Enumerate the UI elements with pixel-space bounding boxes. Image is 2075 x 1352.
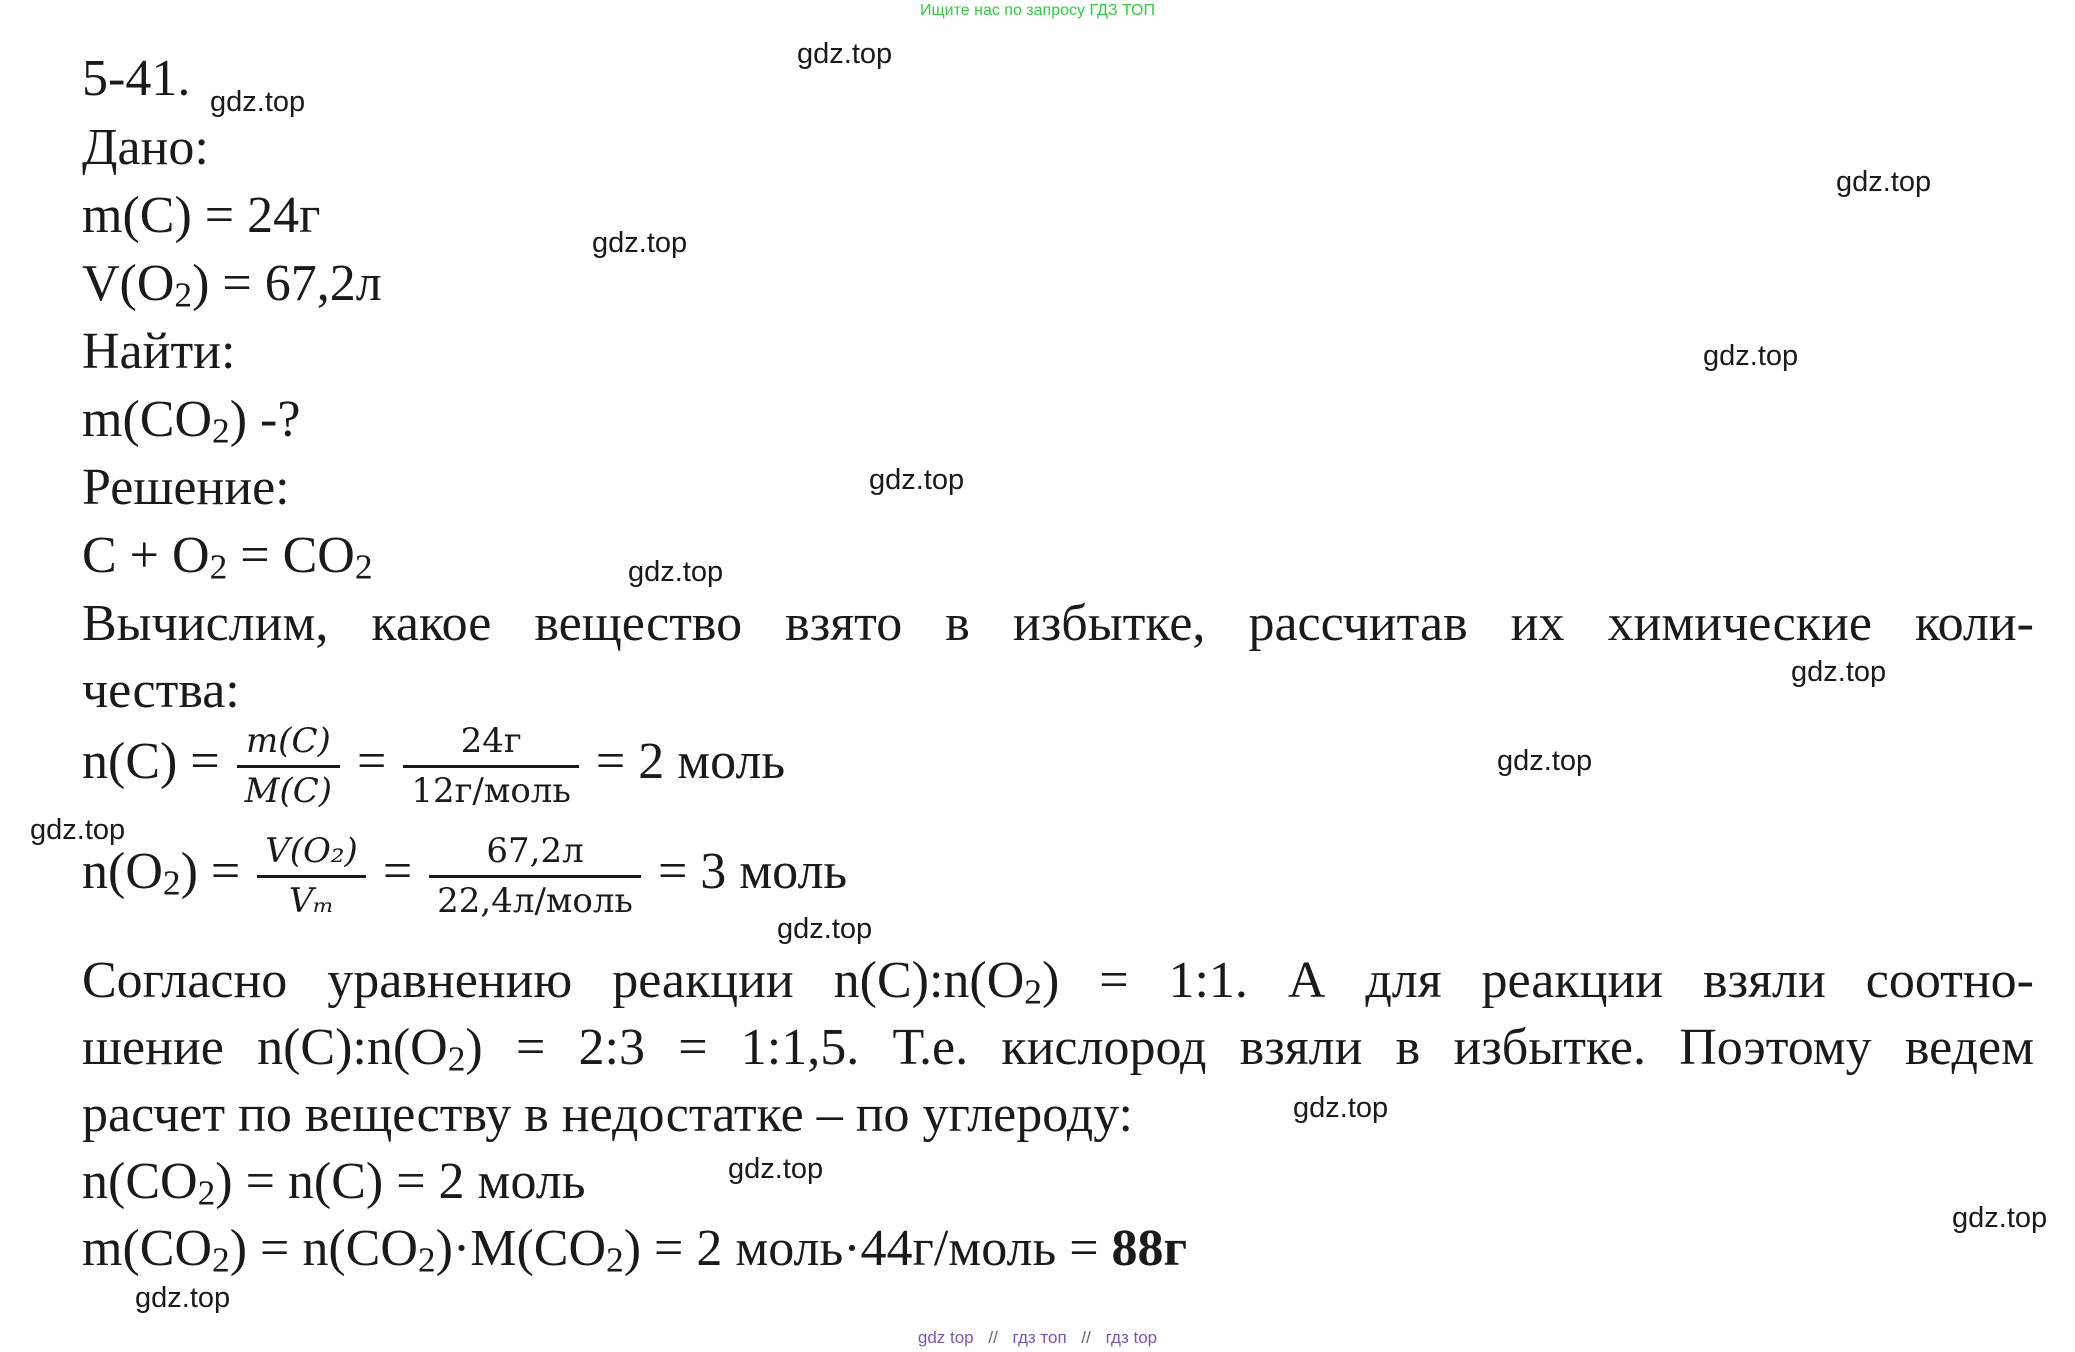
fraction-values bbox=[403, 720, 579, 812]
watermark: gdz.top bbox=[777, 913, 873, 945]
given-carbon-mass bbox=[82, 187, 321, 244]
text: = CO bbox=[227, 527, 355, 584]
numerator: 67,2л bbox=[486, 831, 584, 871]
equals-sign: = bbox=[382, 842, 413, 900]
watermark: gdz.top bbox=[628, 556, 724, 588]
denominator: Vₘ bbox=[288, 880, 335, 921]
footer-links bbox=[0, 1328, 2075, 1348]
watermark: gdz.top bbox=[30, 814, 126, 846]
intro-line-1: Вычислим, какое вещество взято в избытке, рассчитав их химические коли- bbox=[82, 595, 2034, 652]
find-header: Найти: bbox=[82, 323, 236, 380]
text: C + O bbox=[82, 527, 210, 584]
watermark: gdz.top bbox=[135, 1282, 231, 1314]
solution-header: Решение: bbox=[82, 459, 290, 516]
watermark: gdz.top bbox=[1703, 340, 1799, 372]
text: m(CO bbox=[82, 391, 212, 448]
text: m(CO bbox=[82, 1220, 212, 1277]
fraction-bar bbox=[257, 875, 366, 878]
text: ) = bbox=[180, 842, 241, 900]
watermark: gdz.top bbox=[592, 227, 688, 259]
text: ) -? bbox=[229, 391, 301, 448]
reasoning-line-3: расчет по веществу в недостатке – по углероду: bbox=[82, 1086, 1133, 1143]
text: n(O bbox=[82, 842, 163, 900]
subscript: 2 bbox=[197, 1172, 216, 1213]
denominator: 12г/моль bbox=[411, 770, 571, 811]
watermark: gdz.top bbox=[1836, 166, 1932, 198]
footer-link-gdz-top[interactable]: gdz top bbox=[917, 1328, 974, 1347]
text: Согласно уравнению реакции n(C):n(O bbox=[82, 952, 1025, 1009]
intro-line-2: чества: bbox=[82, 662, 240, 719]
watermark: gdz.top bbox=[210, 86, 306, 118]
text: ) = 67,2л bbox=[192, 255, 382, 312]
subscript: 2 bbox=[212, 1239, 230, 1280]
numerator: 24г bbox=[460, 721, 522, 761]
watermark: gdz.top bbox=[1952, 1202, 2048, 1234]
subscript: 2 bbox=[209, 546, 228, 587]
find-target bbox=[82, 391, 301, 451]
subscript: 2 bbox=[447, 1038, 466, 1079]
text: n(CO bbox=[82, 1153, 198, 1210]
watermark: gdz.top bbox=[1791, 656, 1887, 688]
numerator: m(C) bbox=[245, 721, 331, 761]
final-answer: 88г bbox=[1111, 1220, 1188, 1277]
watermark: gdz.top bbox=[797, 38, 893, 70]
text: ) = 1:1. А для реакции взяли соотно- bbox=[1041, 952, 2034, 1009]
fraction-values bbox=[429, 830, 641, 922]
lhs bbox=[82, 842, 241, 903]
watermark: gdz.top bbox=[1293, 1092, 1389, 1124]
equals-sign: = bbox=[357, 732, 387, 790]
footer-separator: // bbox=[988, 1328, 998, 1347]
problem-number: 5-41. bbox=[82, 50, 191, 107]
fraction-bar bbox=[429, 875, 641, 878]
subscript: 2 bbox=[606, 1239, 624, 1280]
reaction-equation bbox=[82, 527, 373, 587]
subscript: 2 bbox=[162, 862, 181, 903]
text: ) = n(C) = 2 моль bbox=[215, 1153, 586, 1210]
reasoning-line-2 bbox=[82, 1019, 2034, 1079]
numerator: V(O₂) bbox=[265, 831, 358, 871]
fraction-volume-over-molar-volume bbox=[257, 830, 366, 922]
result: = 3 моль bbox=[657, 842, 848, 900]
oxygen-amount-formula bbox=[82, 830, 847, 922]
text: шение n(C):n(O bbox=[82, 1019, 448, 1076]
carbon-amount-formula bbox=[82, 720, 785, 812]
footer-link-gdz-top-mixed[interactable]: гдз top bbox=[1105, 1328, 1158, 1347]
fraction-mass-over-molar-mass bbox=[237, 720, 340, 812]
result: = 2 моль bbox=[595, 732, 786, 790]
text: )·M(CO bbox=[435, 1220, 606, 1277]
reasoning-line-1 bbox=[82, 952, 2034, 1012]
text: ) = 2:3 = 1:1,5. Т.е. кислород взяли в избытке. Поэтому ведем bbox=[465, 1019, 2034, 1076]
denominator: 22,4л/моль bbox=[437, 880, 633, 921]
text: ) = 2 моль·44г/моль = bbox=[623, 1220, 1112, 1277]
text: V(O bbox=[82, 255, 175, 312]
denominator: M(C) bbox=[244, 770, 333, 811]
watermark: gdz.top bbox=[1497, 745, 1593, 777]
fraction-bar bbox=[237, 765, 340, 768]
footer-link-gdz-top-ru[interactable]: гдз топ bbox=[1012, 1328, 1067, 1347]
watermark: gdz.top bbox=[728, 1153, 824, 1185]
subscript: 2 bbox=[212, 410, 230, 451]
subscript: 2 bbox=[354, 546, 373, 587]
result-co2-mass bbox=[82, 1220, 1188, 1280]
subscript: 2 bbox=[1024, 971, 1042, 1012]
given-oxygen-volume bbox=[82, 255, 382, 315]
given-header: Дано: bbox=[82, 119, 209, 176]
text: m(C) = 24г bbox=[82, 187, 321, 244]
lhs: n(C) = bbox=[82, 732, 220, 790]
text: ) = n(CO bbox=[229, 1220, 418, 1277]
result-co2-amount bbox=[82, 1153, 586, 1213]
subscript: 2 bbox=[174, 274, 193, 315]
watermark: gdz.top bbox=[869, 464, 965, 496]
subscript: 2 bbox=[417, 1239, 436, 1280]
top-banner[interactable]: Ищите нас по запросу ГДЗ ТОП bbox=[920, 2, 1155, 19]
footer-separator: // bbox=[1081, 1328, 1091, 1347]
fraction-bar bbox=[403, 765, 579, 768]
